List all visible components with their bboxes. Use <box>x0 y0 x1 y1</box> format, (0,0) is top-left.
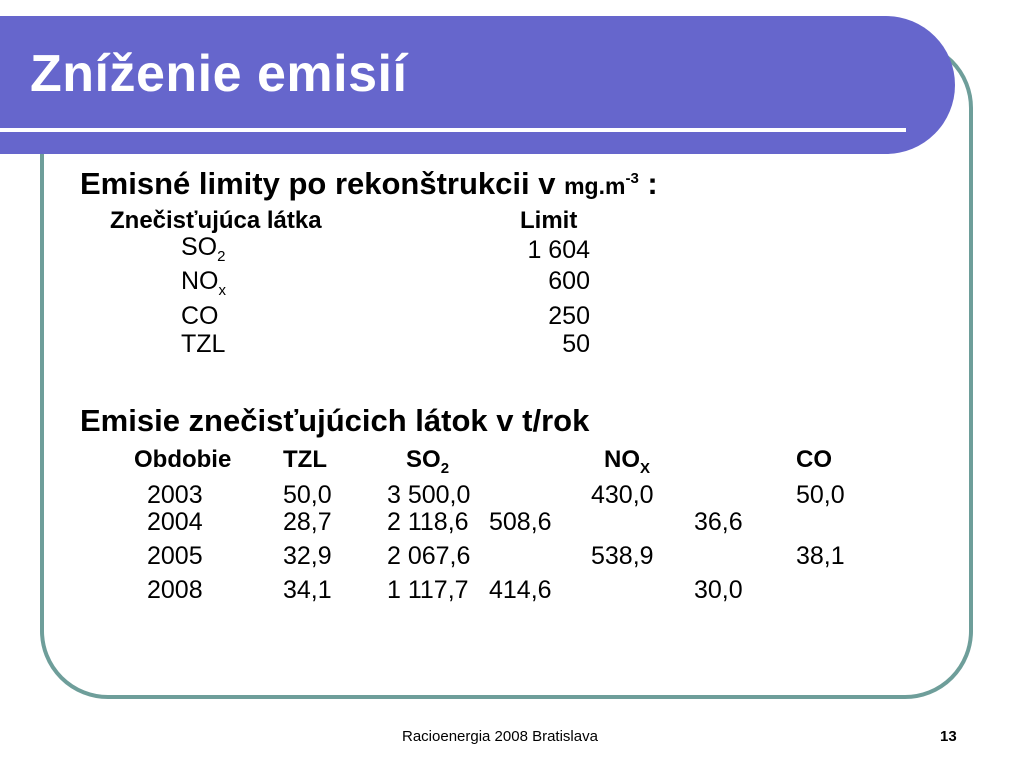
emissions-row-year: 2004 <box>147 508 203 536</box>
emissions-row-nox: 508,6 <box>489 508 552 536</box>
emissions-row-so2: 2 118,6 <box>387 508 469 536</box>
emissions-col-so2 <box>406 446 450 477</box>
emissions-row-year: 2008 <box>147 576 203 604</box>
col-label: NO <box>604 446 640 473</box>
col-subscript: 2 <box>440 460 450 477</box>
emissions-col-tzl: TZL <box>283 446 327 473</box>
limits-row-co-limit: 250 <box>548 302 590 330</box>
slide-title: Zníženie emisií <box>30 45 408 103</box>
limits-row-tzl-limit: 50 <box>562 330 590 358</box>
emissions-row-nox: 538,9 <box>591 542 654 570</box>
emissions-row-tzl: 28,7 <box>283 508 332 536</box>
slide-footer: Racioenergia 2008 Bratislava <box>402 728 598 745</box>
emissions-row-co: 36,6 <box>694 508 743 536</box>
emissions-row-tzl: 32,9 <box>283 542 332 570</box>
limits-heading-unit-exponent: -3 <box>625 170 639 187</box>
limits-heading-suffix: : <box>638 166 658 201</box>
pollutant-subscript: x <box>218 282 226 299</box>
limits-row-nox-limit: 600 <box>548 267 590 295</box>
emissions-row-co: 50,0 <box>796 481 845 509</box>
emissions-row-co: 38,1 <box>796 542 845 570</box>
emissions-col-nox <box>604 446 651 477</box>
emissions-row-so2: 2 067,6 <box>387 542 471 570</box>
pollutant-name: SO <box>181 233 218 261</box>
limits-col-pollutant: Znečisťujúca látka <box>110 207 322 234</box>
limits-row-so2-pollutant <box>181 233 226 265</box>
limits-row-so2-limit: 1 604 <box>527 236 590 264</box>
limits-heading-prefix: Emisné limity po rekonštrukcii v <box>80 166 565 201</box>
emissions-row-tzl: 34,1 <box>283 576 332 604</box>
emissions-heading: Emisie znečisťujúcich látok v t/rok <box>80 403 590 438</box>
limits-heading <box>80 166 658 202</box>
col-subscript: X <box>640 460 651 477</box>
emissions-row-tzl: 50,0 <box>283 481 332 509</box>
limits-row-co-pollutant: CO <box>181 302 219 330</box>
emissions-row-nox: 430,0 <box>591 481 654 509</box>
emissions-row-nox: 414,6 <box>489 576 552 604</box>
emissions-col-co: CO <box>796 446 832 473</box>
pollutant-subscript: 2 <box>217 248 226 265</box>
title-underline <box>0 128 906 132</box>
page-number: 13 <box>940 728 957 745</box>
limits-heading-unit: mg.m <box>564 173 626 199</box>
emissions-row-so2: 3 500,0 <box>387 481 471 509</box>
pollutant-name: NO <box>181 267 219 295</box>
col-label: SO <box>406 446 441 473</box>
emissions-row-co: 30,0 <box>694 576 743 604</box>
emissions-row-so2: 1 117,7 <box>387 576 469 604</box>
emissions-row-year: 2003 <box>147 481 203 509</box>
limits-row-tzl-pollutant: TZL <box>181 330 226 358</box>
emissions-row-year: 2005 <box>147 542 203 570</box>
limits-row-nox-pollutant <box>181 267 226 299</box>
limits-col-limit: Limit <box>520 207 578 234</box>
emissions-col-period: Obdobie <box>134 446 232 473</box>
